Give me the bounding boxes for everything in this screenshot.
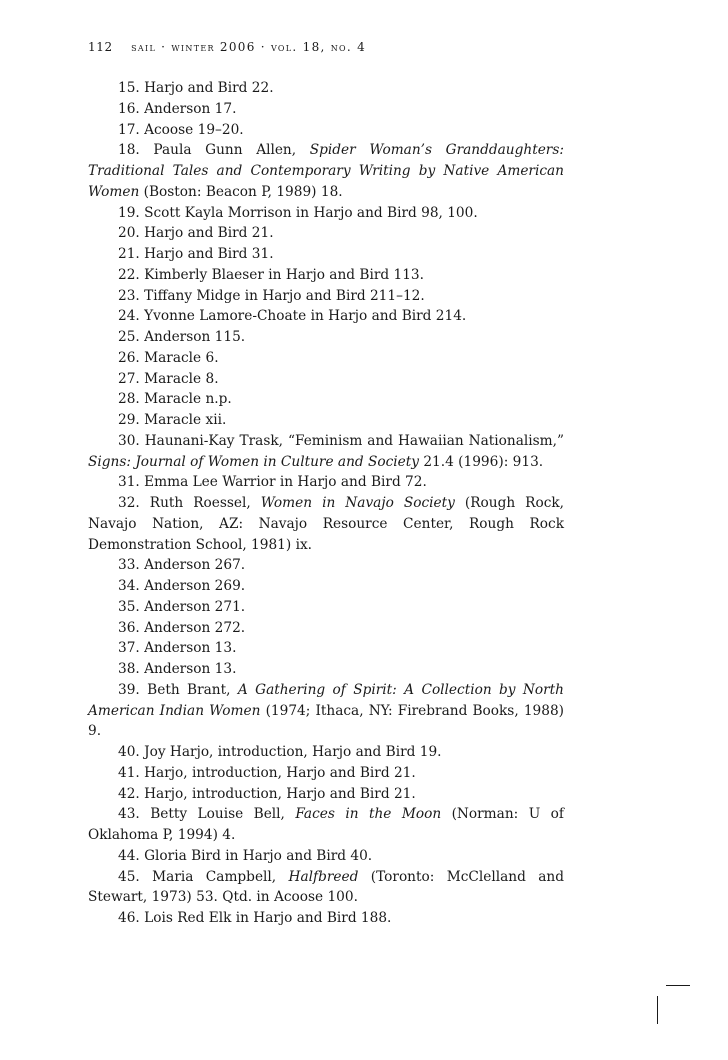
endnote [88,804,564,846]
endnote-text: 39. Beth Brant, [118,681,238,698]
endnote-text: 43. Betty Louise Bell, [118,806,296,823]
endnote [88,286,564,307]
endnote-text: 21. Harjo and Bird 31. [118,246,274,262]
endnote-text: 15. Harjo and Bird 22. [118,80,274,96]
crop-mark-vertical [657,996,658,1024]
endnote [88,493,564,555]
endnote [88,597,564,618]
endnote-text: 17. Acoose 19–20. [118,121,244,138]
endnote [88,223,564,244]
endnote [88,327,564,348]
endnote-text: 45. Maria Campbell, [118,868,289,885]
endnote-title: Signs: Journal of Women in Culture and Society [88,453,419,470]
endnote [88,265,564,286]
endnote-text: 40. Joy Harjo, introduction, Harjo and Bird 19. [118,744,442,760]
endnote [88,244,564,265]
endnote-text: (Norman: U of Oklahoma P, 1994) 4. [88,806,564,843]
endnote [88,867,564,909]
endnote [88,846,564,867]
endnote [88,763,564,784]
endnote-text: 33. Anderson 267. [118,557,246,574]
endnote-text: 25. Anderson 115. [118,329,246,345]
crop-mark-horizontal [666,985,690,986]
endnote-text: 46. Lois Red Elk in Harjo and Bird 188. [118,910,392,926]
endnote-text: 16. Anderson 17. [118,100,237,117]
running-head [88,40,366,54]
endnote-text: 30. Haunani-Kay Trask, “Feminism and Hawaiian Nationalism,” [118,432,564,449]
endnote [88,576,564,597]
endnote [88,78,564,99]
endnote [88,472,564,493]
endnote [88,306,564,327]
endnote [88,348,564,369]
endnote [88,410,564,431]
endnote-text: 31. Emma Lee Warrior in Harjo and Bird 72. [118,474,427,491]
endnote-text: 18. Paula Gunn Allen, [118,142,310,159]
endnote-title: Women in Navajo Society [260,495,455,511]
endnote-text: (Boston: Beacon P, 1989) 18. [139,183,343,200]
endnote-title: Spider Woman’s Granddaughters: Traditional Tales and Contemporary Writing by Native American Women [88,142,564,200]
endnote-text: 44. Gloria Bird in Harjo and Bird 40. [118,847,373,864]
endnote-text: 24. Yvonne Lamore-Choate in Harjo and Bird 214. [118,308,467,325]
endnote-text: (Rough Rock, Navajo Nation, AZ: Navajo Resource Center, Rough Rock Demonstration School, 1981) ix. [88,495,565,553]
endnote-text: 37. Anderson 13. [118,640,237,657]
endnote-text: 19. Scott Kayla Morrison in Harjo and Bird 98, 100. [118,204,478,221]
endnote [88,659,564,680]
endnote-title: A Gathering of Spirit: A Collection by North American Indian Women [88,681,564,719]
endnote [88,431,564,473]
endnote-text: 21.4 (1996): 913. [419,453,544,470]
endnote-text: 38. Anderson 13. [118,661,237,677]
endnote [88,908,564,929]
journal-citation: sail · winter 2006 · vol. 18, no. 4 [131,40,367,54]
endnote-title: Faces in the Moon [295,806,442,823]
endnote-text: 22. Kimberly Blaeser in Harjo and Bird 113. [118,266,424,283]
endnote [88,680,564,742]
endnote [88,618,564,639]
endnote-text: 32. Ruth Roessel, [118,495,261,511]
endnote [88,555,564,576]
endnote [88,203,564,224]
page-number: 112 [88,40,113,54]
endnote-text: 28. Maracle n.p. [118,391,232,408]
endnote-text: (Toronto: McClelland and Stewart, 1973) 53. Qtd. in Acoose 100. [88,868,564,906]
endnote [88,120,564,141]
endnote [88,99,564,120]
endnote-text: 20. Harjo and Bird 21. [118,225,274,242]
endnote-text: 35. Anderson 271. [118,598,246,615]
endnote [88,638,564,659]
endnote-text: 42. Harjo, introduction, Harjo and Bird 21. [118,785,416,802]
endnote-text: (1974; Ithaca, NY: Firebrand Books, 1988) 9. [88,702,564,740]
endnote [88,784,564,805]
endnote-text: 36. Anderson 272. [118,619,246,636]
endnote-text: 29. Maracle xii. [118,412,227,428]
endnote-text: 26. Maracle 6. [118,349,219,366]
endnote-text: 34. Anderson 269. [118,578,246,594]
endnote [88,389,564,410]
endnotes-list [88,78,564,929]
endnote [88,369,564,390]
endnote-title: Halfbreed [288,868,359,885]
endnote [88,140,564,202]
endnote-text: 27. Maracle 8. [118,370,219,387]
endnote-text: 23. Tiffany Midge in Harjo and Bird 211–12. [118,287,425,304]
endnote [88,742,564,763]
endnote-text: 41. Harjo, introduction, Harjo and Bird 21. [118,764,416,781]
